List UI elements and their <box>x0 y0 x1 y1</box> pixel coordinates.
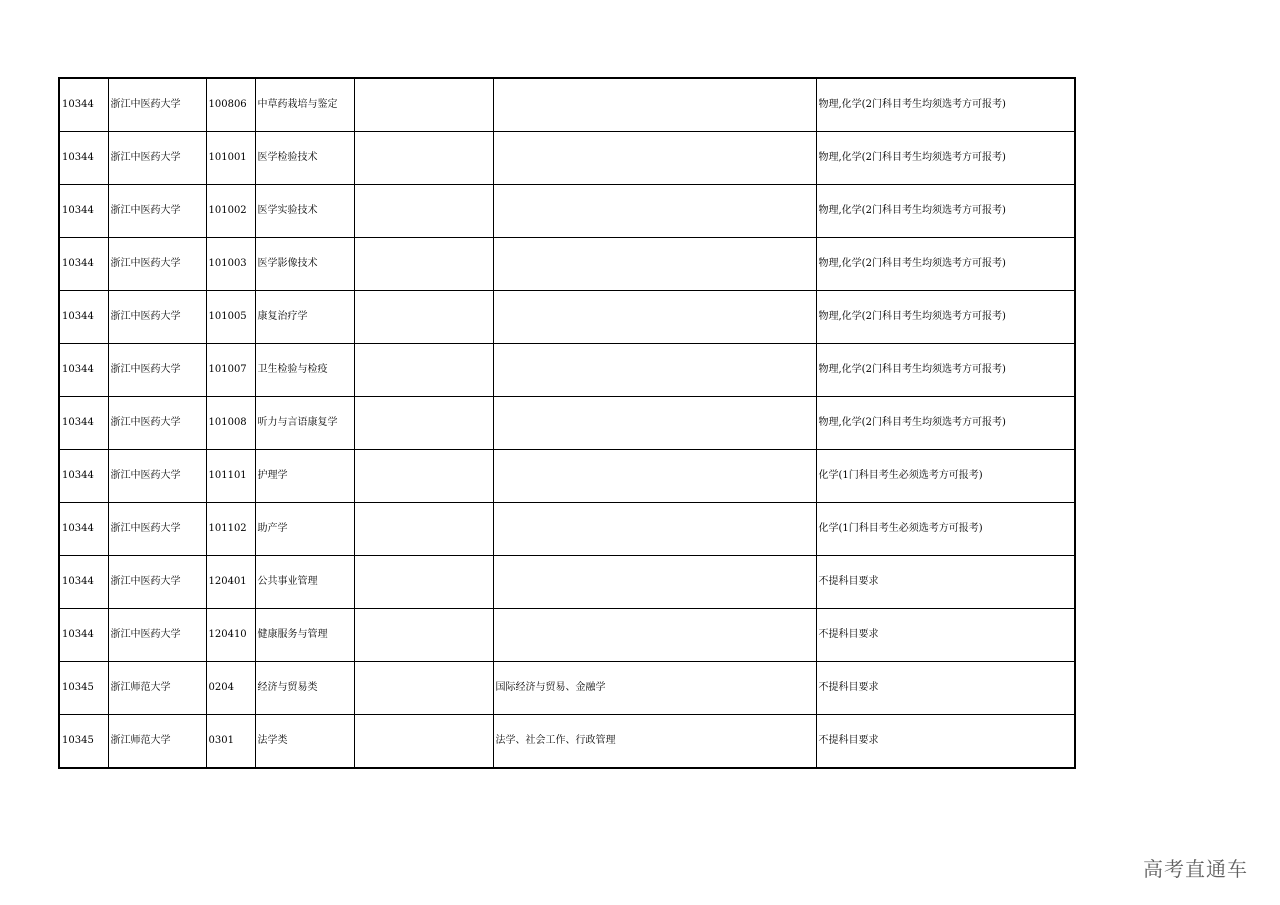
subject-requirements-table <box>58 77 1076 769</box>
blank-cell <box>354 556 493 609</box>
school-code-cell: 10344 <box>59 185 108 238</box>
major-code-cell: 101001 <box>206 132 255 185</box>
school-code-cell: 10344 <box>59 132 108 185</box>
major-name-cell: 助产学 <box>255 503 354 556</box>
table-row <box>59 662 1075 715</box>
included-majors-cell <box>493 78 816 132</box>
major-name-cell: 卫生检验与检疫 <box>255 344 354 397</box>
major-code-cell: 101007 <box>206 344 255 397</box>
subject-requirement-cell: 物理,化学(2门科目考生均须选考方可报考) <box>816 344 1075 397</box>
subject-requirement-cell: 物理,化学(2门科目考生均须选考方可报考) <box>816 291 1075 344</box>
included-majors-cell <box>493 556 816 609</box>
school-name-cell: 浙江中医药大学 <box>108 503 206 556</box>
table-row <box>59 185 1075 238</box>
school-code-cell: 10344 <box>59 291 108 344</box>
subject-requirement-cell: 物理,化学(2门科目考生均须选考方可报考) <box>816 238 1075 291</box>
watermark-logo: 高考直通车 <box>1143 857 1248 881</box>
major-name-cell: 健康服务与管理 <box>255 609 354 662</box>
table-row <box>59 132 1075 185</box>
table-row <box>59 397 1075 450</box>
included-majors-cell: 国际经济与贸易、金融学 <box>493 662 816 715</box>
major-code-cell: 0301 <box>206 715 255 769</box>
major-code-cell: 120401 <box>206 556 255 609</box>
major-name-cell: 中草药栽培与鉴定 <box>255 78 354 132</box>
major-name-cell: 医学影像技术 <box>255 238 354 291</box>
major-name-cell: 医学检验技术 <box>255 132 354 185</box>
major-name-cell: 康复治疗学 <box>255 291 354 344</box>
subject-requirement-cell: 物理,化学(2门科目考生均须选考方可报考) <box>816 78 1075 132</box>
blank-cell <box>354 344 493 397</box>
included-majors-cell <box>493 503 816 556</box>
school-code-cell: 10345 <box>59 662 108 715</box>
major-name-cell: 公共事业管理 <box>255 556 354 609</box>
school-name-cell: 浙江中医药大学 <box>108 450 206 503</box>
major-name-cell: 经济与贸易类 <box>255 662 354 715</box>
table-row <box>59 344 1075 397</box>
blank-cell <box>354 132 493 185</box>
major-name-cell: 法学类 <box>255 715 354 769</box>
school-code-cell: 10344 <box>59 397 108 450</box>
major-name-cell: 医学实验技术 <box>255 185 354 238</box>
school-code-cell: 10344 <box>59 556 108 609</box>
blank-cell <box>354 78 493 132</box>
blank-cell <box>354 662 493 715</box>
table-row <box>59 238 1075 291</box>
subject-requirement-cell: 物理,化学(2门科目考生均须选考方可报考) <box>816 185 1075 238</box>
included-majors-cell <box>493 132 816 185</box>
major-code-cell: 100806 <box>206 78 255 132</box>
blank-cell <box>354 291 493 344</box>
included-majors-cell <box>493 450 816 503</box>
major-code-cell: 101102 <box>206 503 255 556</box>
table-row <box>59 78 1075 132</box>
school-name-cell: 浙江中医药大学 <box>108 556 206 609</box>
blank-cell <box>354 397 493 450</box>
table-row <box>59 556 1075 609</box>
included-majors-cell: 法学、社会工作、行政管理 <box>493 715 816 769</box>
subject-requirement-cell: 化学(1门科目考生必须选考方可报考) <box>816 450 1075 503</box>
major-code-cell: 101101 <box>206 450 255 503</box>
school-code-cell: 10345 <box>59 715 108 769</box>
major-code-cell: 101002 <box>206 185 255 238</box>
school-code-cell: 10344 <box>59 344 108 397</box>
subject-requirement-cell: 不提科目要求 <box>816 715 1075 769</box>
major-code-cell: 0204 <box>206 662 255 715</box>
included-majors-cell <box>493 185 816 238</box>
school-name-cell: 浙江中医药大学 <box>108 609 206 662</box>
school-code-cell: 10344 <box>59 78 108 132</box>
blank-cell <box>354 185 493 238</box>
blank-cell <box>354 238 493 291</box>
table-row <box>59 609 1075 662</box>
subject-requirement-cell: 物理,化学(2门科目考生均须选考方可报考) <box>816 397 1075 450</box>
major-code-cell: 101003 <box>206 238 255 291</box>
subject-requirement-cell: 物理,化学(2门科目考生均须选考方可报考) <box>816 132 1075 185</box>
blank-cell <box>354 609 493 662</box>
included-majors-cell <box>493 344 816 397</box>
included-majors-cell <box>493 609 816 662</box>
school-name-cell: 浙江中医药大学 <box>108 397 206 450</box>
school-code-cell: 10344 <box>59 450 108 503</box>
school-name-cell: 浙江中医药大学 <box>108 132 206 185</box>
blank-cell <box>354 503 493 556</box>
table-row <box>59 715 1075 769</box>
included-majors-cell <box>493 397 816 450</box>
school-name-cell: 浙江中医药大学 <box>108 344 206 397</box>
table-body <box>59 78 1075 768</box>
table-row <box>59 291 1075 344</box>
major-name-cell: 听力与言语康复学 <box>255 397 354 450</box>
blank-cell <box>354 450 493 503</box>
major-code-cell: 101008 <box>206 397 255 450</box>
subject-requirement-cell: 不提科目要求 <box>816 609 1075 662</box>
school-code-cell: 10344 <box>59 609 108 662</box>
table-row <box>59 503 1075 556</box>
subject-requirement-cell: 不提科目要求 <box>816 556 1075 609</box>
school-code-cell: 10344 <box>59 238 108 291</box>
included-majors-cell <box>493 291 816 344</box>
school-name-cell: 浙江中医药大学 <box>108 185 206 238</box>
school-name-cell: 浙江中医药大学 <box>108 238 206 291</box>
included-majors-cell <box>493 238 816 291</box>
table-row <box>59 450 1075 503</box>
school-name-cell: 浙江中医药大学 <box>108 291 206 344</box>
major-code-cell: 101005 <box>206 291 255 344</box>
blank-cell <box>354 715 493 769</box>
major-name-cell: 护理学 <box>255 450 354 503</box>
major-code-cell: 120410 <box>206 609 255 662</box>
school-code-cell: 10344 <box>59 503 108 556</box>
school-name-cell: 浙江师范大学 <box>108 662 206 715</box>
subject-requirement-cell: 不提科目要求 <box>816 662 1075 715</box>
school-name-cell: 浙江中医药大学 <box>108 78 206 132</box>
subject-requirement-cell: 化学(1门科目考生必须选考方可报考) <box>816 503 1075 556</box>
school-name-cell: 浙江师范大学 <box>108 715 206 769</box>
